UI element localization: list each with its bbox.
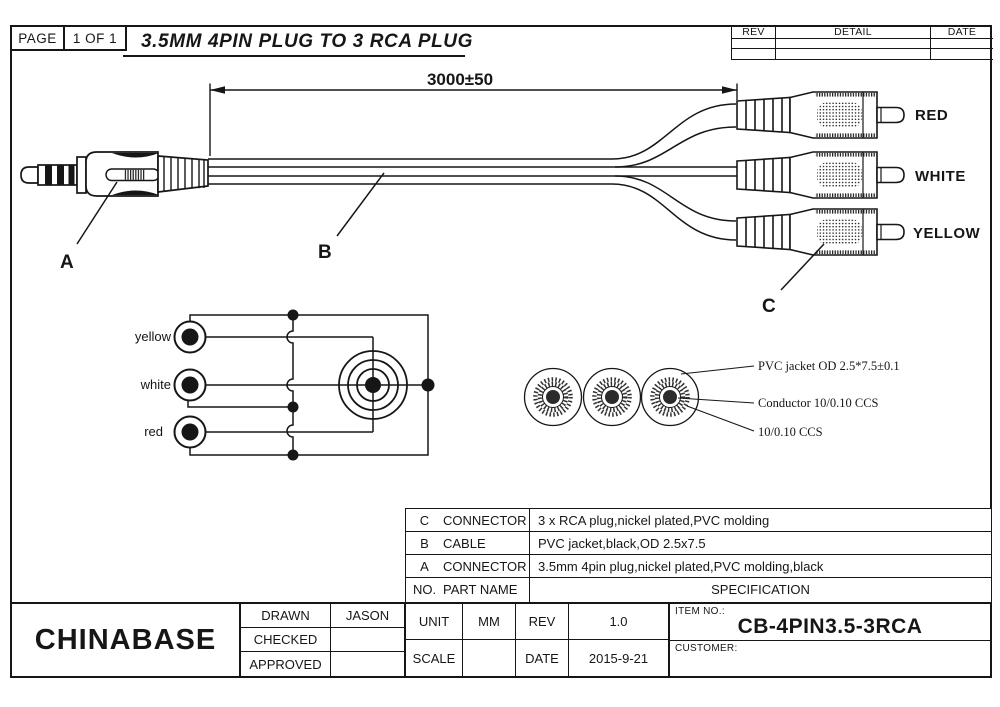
spec-row-a <box>406 555 991 578</box>
sheet-title: 3.5MM 4PIN PLUG TO 3 RCA PLUG <box>141 31 474 52</box>
title-block <box>10 602 992 678</box>
spec-row-b <box>406 532 991 555</box>
unit-grid <box>406 604 670 676</box>
rev-header-detail: DETAIL <box>776 26 931 40</box>
revision-table <box>731 26 992 60</box>
rev-empty-cell <box>732 49 776 60</box>
spec-part: CONNECTOR <box>443 558 527 574</box>
rca-label-yellow: YELLOW <box>913 225 981 242</box>
page-number: 1 OF 1 <box>72 30 118 46</box>
item-no-label: ITEM NO.: <box>675 606 725 617</box>
spec-header-no: NO. <box>412 582 437 598</box>
approved-label: APPROVED <box>241 652 331 676</box>
item-no-cell <box>670 604 990 641</box>
scale-label: SCALE <box>406 640 463 676</box>
rev-header-date: DATE <box>931 26 993 40</box>
unit-value: MM <box>463 604 516 640</box>
spec-part: CABLE <box>443 535 486 551</box>
spec-value: 3.5mm 4pin plug,nickel plated,PVC molding,black <box>538 558 824 574</box>
item-section <box>670 604 990 676</box>
page-label: PAGE <box>12 27 65 49</box>
rev-empty-cell <box>776 39 931 49</box>
spec-header-spec: SPECIFICATION <box>711 582 810 598</box>
spec-value: 3 x RCA plug,nickel plated,PVC molding <box>538 512 770 528</box>
spec-header-row <box>406 578 991 601</box>
rev-label: REV <box>516 604 569 640</box>
rev-header-rev: REV <box>732 26 776 40</box>
rca-label-red: RED <box>915 107 949 124</box>
rev-empty-cell <box>931 49 993 60</box>
spec-row-c <box>406 509 991 532</box>
date-value: 2015-9-21 <box>588 650 649 666</box>
customer-cell <box>670 641 990 677</box>
approved-value <box>331 652 404 676</box>
callout-label-b: B <box>318 242 332 263</box>
title-underline <box>123 55 465 57</box>
spec-table <box>405 508 992 603</box>
spec-value: PVC jacket,black,OD 2.5x7.5 <box>538 535 706 551</box>
rev-empty-cell <box>776 49 931 60</box>
date-label: DATE <box>516 640 569 676</box>
rev-empty-cell <box>732 39 776 49</box>
signature-grid <box>241 604 406 676</box>
cross-section-label-ccs: 10/0.10 CCS <box>758 425 823 439</box>
cross-section-label-jacket: PVC jacket OD 2.5*7.5±0.1 <box>758 359 900 373</box>
rca-label-white: WHITE <box>915 168 966 185</box>
checked-label: CHECKED <box>241 628 331 652</box>
spec-no: A <box>420 558 429 574</box>
customer-label: CUSTOMER: <box>675 642 738 654</box>
company-name: CHINABASE <box>12 604 241 676</box>
spec-no: C <box>419 512 430 528</box>
spec-header-part: PART NAME <box>443 582 518 598</box>
scale-value <box>463 640 516 676</box>
callout-label-c: C <box>762 296 776 317</box>
spec-part: CONNECTOR <box>443 512 527 528</box>
item-no-value: CB-4PIN3.5-3RCA <box>737 615 923 638</box>
drawn-value: JASON <box>331 604 404 628</box>
rev-value: 1.0 <box>569 604 668 640</box>
spec-no: B <box>420 535 429 551</box>
schematic-label-yellow: yellow <box>134 329 171 344</box>
schematic-label-white: white <box>140 377 171 392</box>
checked-value <box>331 628 404 652</box>
schematic-label-red: red <box>144 424 163 439</box>
page-box <box>10 25 127 51</box>
callout-label-a: A <box>60 252 74 273</box>
unit-label: UNIT <box>406 604 463 640</box>
dimension-text: 3000±50 <box>426 70 494 89</box>
drawn-label: DRAWN <box>241 604 331 628</box>
cross-section-label-conductor: Conductor 10/0.10 CCS <box>758 396 879 410</box>
rev-empty-cell <box>931 39 993 49</box>
